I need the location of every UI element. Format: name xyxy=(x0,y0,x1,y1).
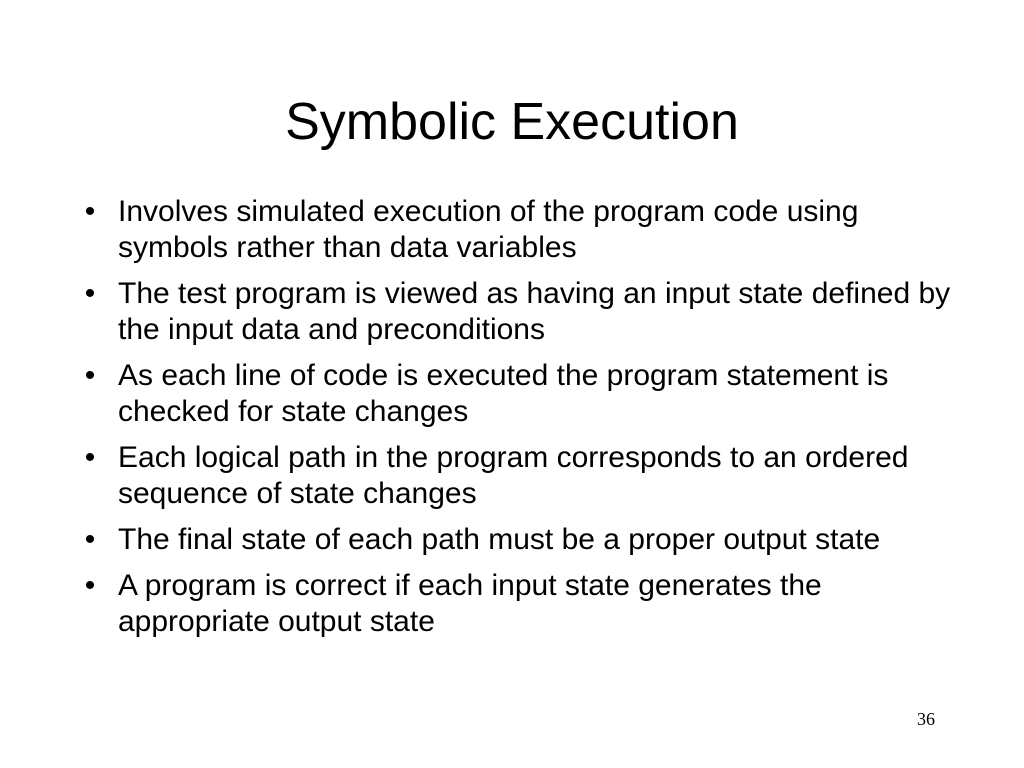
bullet-marker-icon: • xyxy=(84,523,96,556)
bullet-item xyxy=(72,358,952,430)
bullet-item xyxy=(72,522,952,558)
bullet-marker-icon: • xyxy=(84,359,96,392)
page-number: 36 xyxy=(917,709,935,729)
bullet-item xyxy=(72,194,952,266)
bullet-item xyxy=(72,440,952,512)
bullet-text: Involves simulated execution of the program code using symbols rather than data variables xyxy=(118,195,859,264)
bullet-text: Each logical path in the program corresponds to an ordered sequence of state changes xyxy=(118,441,909,510)
bullet-marker-icon: • xyxy=(84,195,96,228)
bullet-list xyxy=(72,194,952,650)
bullet-text: The final state of each path must be a proper output state xyxy=(118,523,881,556)
bullet-item xyxy=(72,276,952,348)
bullet-text: A program is correct if each input state generates the appropriate output state xyxy=(118,569,822,638)
bullet-text: The test program is viewed as having an input state defined by the input data and preconditions xyxy=(118,277,951,346)
bullet-marker-icon: • xyxy=(84,277,96,310)
bullet-text: As each line of code is executed the program statement is checked for state changes xyxy=(118,359,889,428)
bullet-item xyxy=(72,568,952,640)
slide-title: Symbolic Execution xyxy=(285,93,739,151)
bullet-marker-icon: • xyxy=(84,441,96,474)
bullet-marker-icon: • xyxy=(84,569,96,602)
